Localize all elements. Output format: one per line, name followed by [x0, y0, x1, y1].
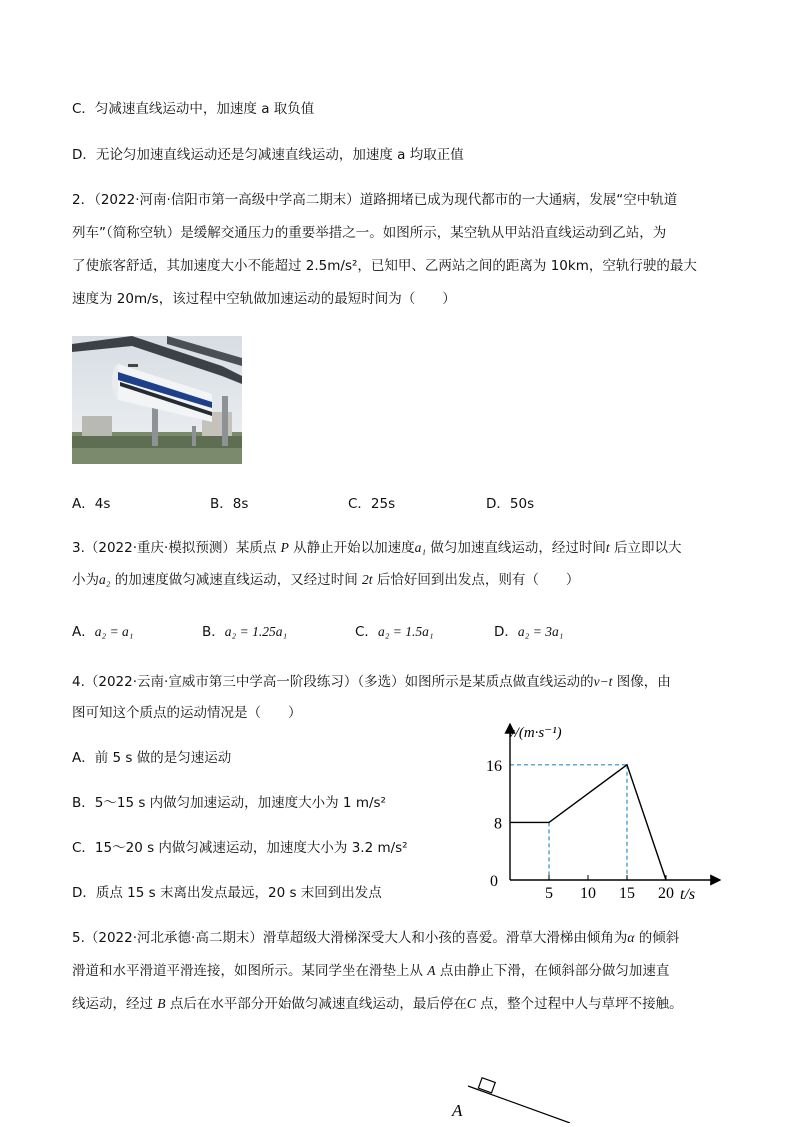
q2-option-d: D．50s — [486, 496, 535, 512]
q3-option-d: D．a₂ = 3a₁ — [494, 624, 564, 640]
q4-line-2: 图可知这个质点的运动情况是（ ） — [72, 705, 302, 721]
x-tick-label-5: 5 — [545, 885, 553, 902]
q4-line-1: 4.（2022·云南·宣威市第三中学高一阶段练习）（多选）如图所示是某质点做直线运动的v−t 图像，由 — [72, 674, 671, 690]
x-tick-label-20: 20 — [658, 885, 674, 902]
q4-option-a: A．前 5 s 做的是匀速运动 — [72, 750, 232, 766]
q3-option-c: C．a₂ = 1.5a₁ — [355, 624, 434, 640]
monorail-photo — [72, 336, 242, 464]
q3-line-1: 3.（2022·重庆·模拟预测）某质点 P 从静止开始以加速度a₁ 做匀加速直线运动，经过时间t 后立即以大 — [72, 540, 682, 556]
q5-line-1: 5.（2022·河北承德·高二期末）滑草超级大滑梯深受大人和小孩的喜爱。滑草大滑梯由倾角为α 的倾斜 — [72, 930, 680, 946]
q3-option-b: B．a₂ = 1.25a₁ — [202, 624, 288, 640]
q2-option-b: B．8s — [210, 496, 249, 512]
x-axis-label: t/s — [680, 886, 696, 903]
q4-option-b: B．5～15 s 内做匀加速运动，加速度大小为 1 m/s² — [72, 795, 386, 811]
velocity-line — [510, 765, 666, 880]
origin-label: 0 — [490, 873, 498, 890]
incline-line — [468, 1086, 570, 1123]
y-tick-label-16: 16 — [486, 757, 502, 775]
point-a-label: A — [452, 1101, 463, 1120]
vt-chart — [470, 716, 730, 906]
x-tick-label-15: 15 — [619, 885, 635, 902]
q4-option-c: C．15～20 s 内做匀减速运动，加速度大小为 3.2 m/s² — [72, 840, 408, 856]
option-c-text: C．匀减速直线运动中，加速度 a 取负值 — [72, 101, 315, 117]
q3-option-a: A．a₂ = a₁ — [72, 624, 134, 640]
y-axis-label: v/(m·s⁻¹) — [508, 725, 562, 741]
slide-figure — [440, 1072, 580, 1123]
q4-option-d: D．质点 15 s 末离出发点最远，20 s 末回到出发点 — [72, 885, 382, 901]
q2-line-1: 2．（2022·河南·信阳市第一高级中学高二期末）道路拥堵已成为现代都市的一大通病，发展“空中轨道 — [72, 192, 678, 208]
q5-line-2: 滑道和水平滑道平滑连接，如图所示。某同学坐在滑垫上从 A 点由静止下滑，在倾斜部分做匀加速直 — [72, 963, 670, 979]
q3-line-2: 小为a₂ 的加速度做匀减速直线运动，又经过时间 2t 后恰好回到出发点，则有（ ） — [72, 572, 580, 588]
q2-option-a: A．4s — [72, 496, 111, 512]
q2-line-4: 速度为 20m/s，该过程中空轨做加速运动的最短时间为（ ） — [72, 291, 456, 307]
option-d-text: D．无论匀加速直线运动还是匀减速直线运动，加速度 a 均取正值 — [72, 147, 464, 163]
q2-line-2: 列车”（简称空轨）是缓解交通压力的重要举措之一。如图所示，某空轨从甲站沿直线运动到乙站，为 — [72, 225, 667, 241]
x-tick-label-10: 10 — [580, 885, 596, 902]
y-tick-label-8: 8 — [494, 815, 502, 833]
q5-line-3: 线运动，经过 B 点后在水平部分开始做匀减速直线运动，最后停在C 点，整个过程中人与草坪不接触。 — [72, 996, 683, 1012]
q2-option-c: C．25s — [348, 496, 396, 512]
q2-line-3: 了使旅客舒适，其加速度大小不能超过 2.5m/s²，已知甲、乙两站之间的距离为 10km，空轨行驶的最大 — [72, 258, 697, 274]
